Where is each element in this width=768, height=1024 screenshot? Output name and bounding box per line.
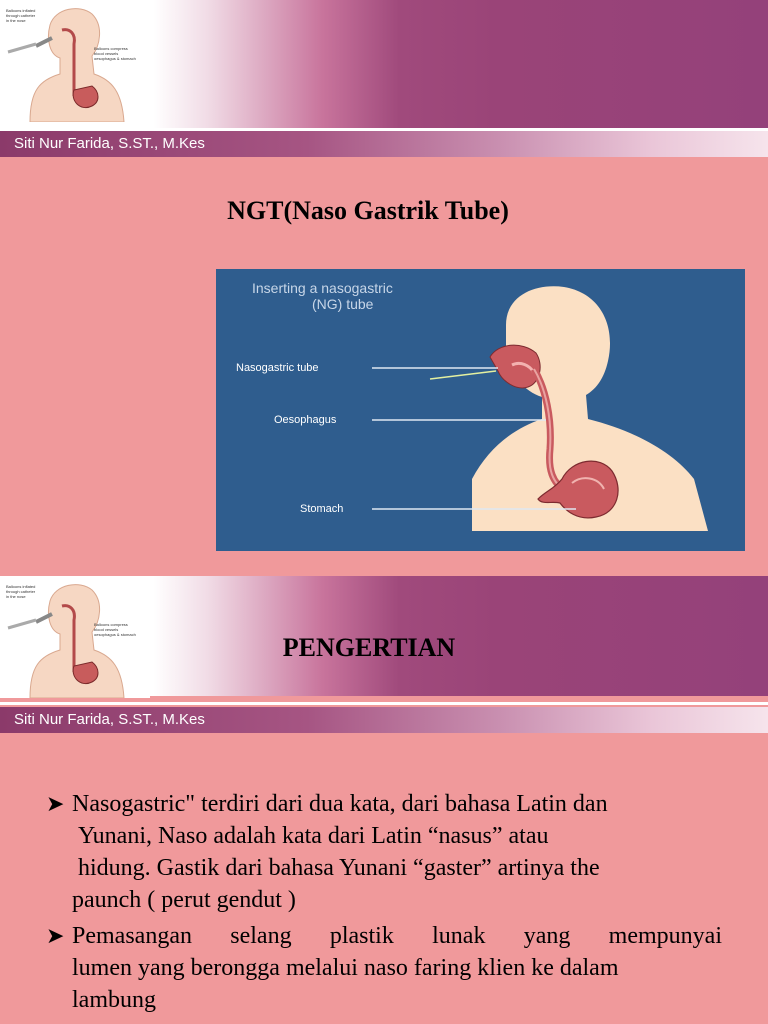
bullet-line: hidung. Gastik dari bahasa Yunani “gaster” artinya the [78, 855, 600, 881]
label-nasogastric-tube: Nasogastric tube [236, 362, 319, 374]
author-bar: Siti Nur Farida, S.ST., M.Kes [0, 131, 768, 157]
arrow-bullet-icon: ➤ [46, 923, 65, 948]
nasogastric-logo-image [0, 0, 150, 122]
bullet-line: Nasogastric" terdiri dari dua kata, dari bahasa Latin dan [72, 791, 608, 817]
svg-text:blood vessels: blood vessels [94, 627, 119, 632]
illustration-heading-2: (NG) tube [312, 296, 374, 312]
illustration-heading-1: Inserting a nasogastric [252, 280, 393, 296]
svg-text:in the nose: in the nose [6, 594, 26, 599]
bullet-line: paunch ( perut gendut ) [72, 887, 296, 913]
svg-text:through catheter: through catheter [6, 589, 36, 594]
slide-title: PENGERTIAN [282, 633, 456, 662]
label-stomach: Stomach [300, 503, 344, 515]
bullet-line: Pemasangan selang plastik lunak yang mempunyai [72, 923, 722, 949]
svg-text:Balloons inflated: Balloons inflated [6, 584, 36, 589]
slide-title: NGT(Naso Gastrik Tube) [227, 196, 509, 225]
bullet-line: lumen yang berongga melalui naso faring klien ke dalam [72, 955, 619, 981]
ng-tube-illustration [216, 269, 745, 551]
bullet-line: Yunani, Naso adalah kata dari Latin “nasus” atau [78, 823, 549, 849]
svg-text:Balloons inflated: Balloons inflated [6, 8, 36, 13]
bullet-item [46, 920, 722, 1016]
slide-pengertian [0, 576, 768, 1024]
svg-text:oesophagus & stomach: oesophagus & stomach [94, 632, 136, 637]
svg-text:blood vessels: blood vessels [94, 51, 119, 56]
svg-text:Balloons compress: Balloons compress [94, 46, 128, 51]
definition-text [46, 788, 722, 1016]
svg-text:through catheter: through catheter [6, 13, 36, 18]
bullet-item [46, 788, 722, 916]
arrow-bullet-icon: ➤ [46, 791, 65, 816]
svg-text:in the nose: in the nose [6, 18, 26, 23]
svg-text:oesophagus & stomach: oesophagus & stomach [94, 56, 136, 61]
svg-text:Balloons compress: Balloons compress [94, 622, 128, 627]
bullet-line: lambung [72, 987, 156, 1013]
divider-line [0, 702, 768, 705]
author-bar: Siti Nur Farida, S.ST., M.Kes [0, 707, 768, 733]
label-oesophagus: Oesophagus [274, 414, 337, 426]
